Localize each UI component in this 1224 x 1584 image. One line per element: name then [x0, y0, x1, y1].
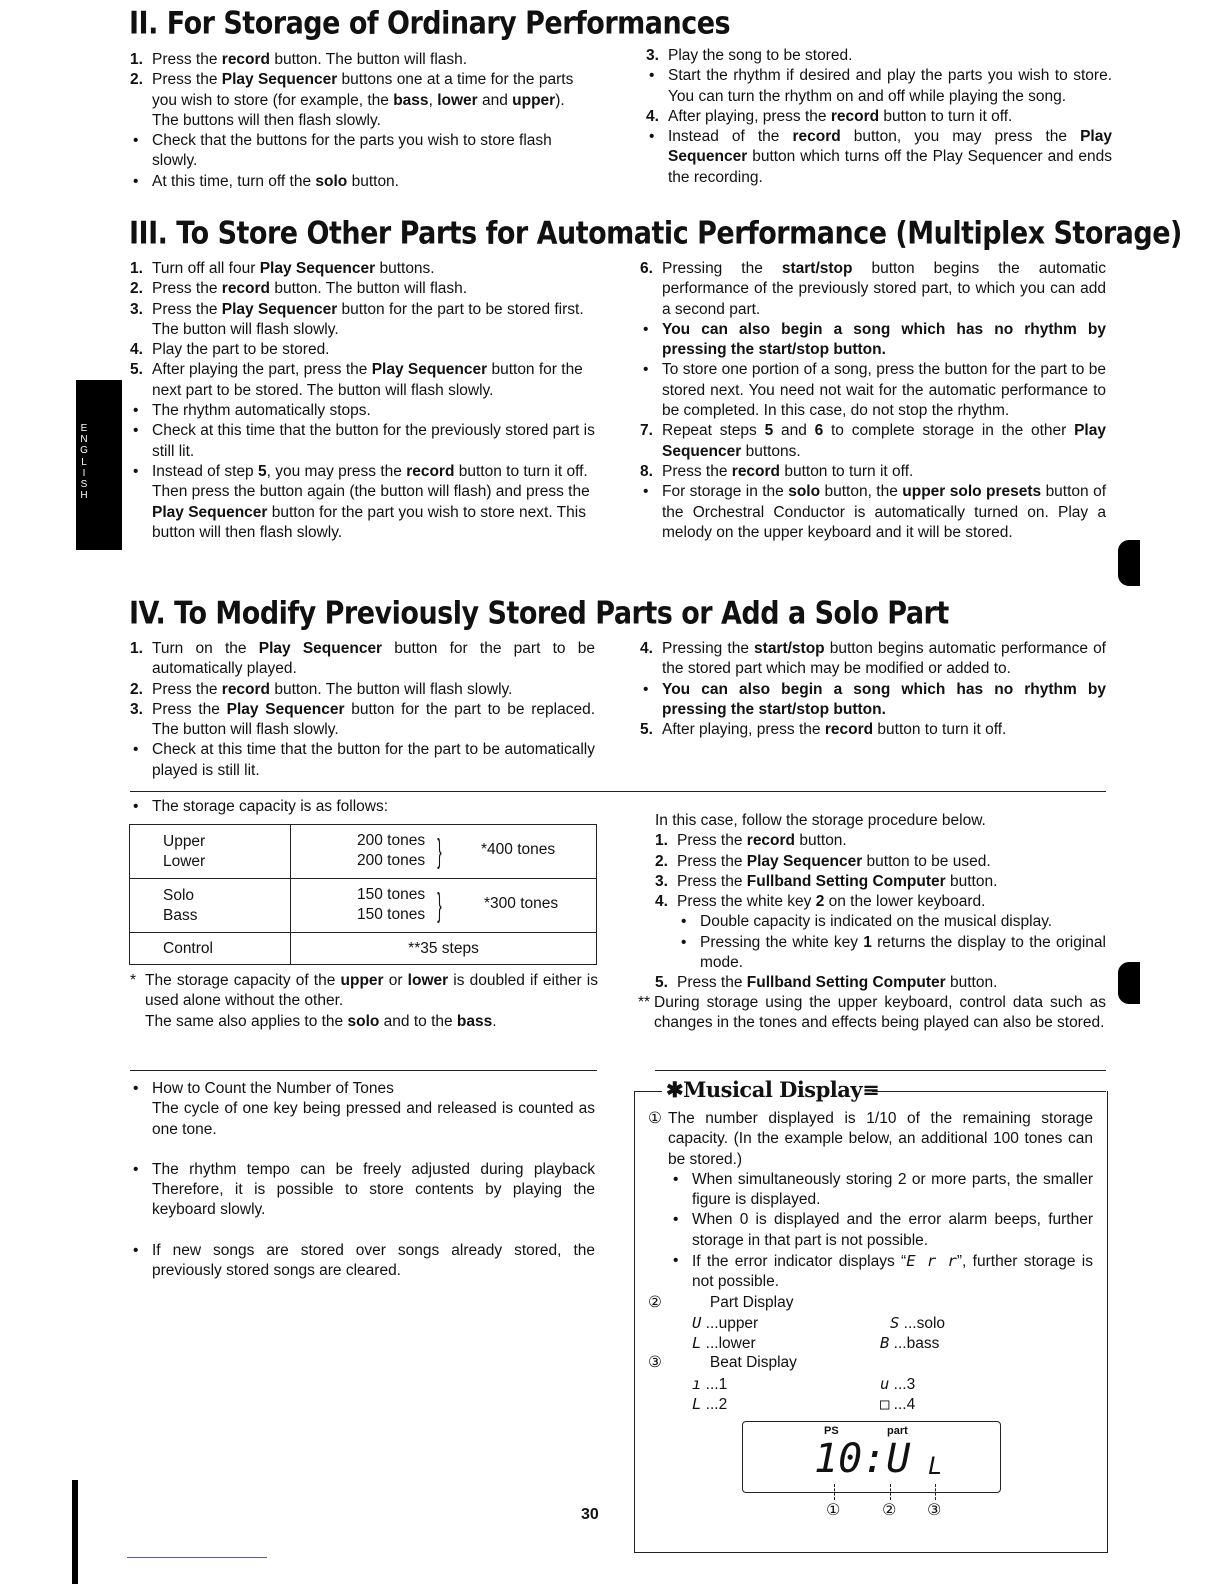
page-edge-marker-top [1118, 540, 1140, 586]
list-item: 7. Repeat steps 5 and 6 to complete storage in the other Play Sequencer buttons. [640, 422, 1106, 460]
list-item: 1. Press the record button. [655, 832, 847, 850]
list-item: • When simultaneously storing 2 or more parts, the smaller figure is displayed. [673, 1170, 1093, 1209]
section3-heading: III. To Store Other Parts for Automatic Performance (Multiplex Storage) [129, 216, 1182, 252]
callout-line-2 [890, 1484, 891, 1500]
list-item: 4. Press the white key 2 on the lower keyboard. [655, 893, 986, 911]
bottom-margin-rule [127, 1557, 267, 1558]
page-number: 30 [581, 1506, 599, 1523]
circled-2: ② [648, 1294, 662, 1311]
list-item: • Check at this time that the button for the part to be automatically played is still lit. [133, 741, 595, 779]
circled-3: ③ [648, 1354, 662, 1372]
musical-display-content: ① The number displayed is 1/10 of the remaining storage capacity. (In the example below, an additional 100 tones can be stored.) • When simultaneously storing 2 or more parts, the smaller figure is displayed. • When 0 is displayed and the error alarm beeps, further storage in that part is not possible. • If the error indicator displays “E r r”, further storage is not possible. [648, 1109, 1093, 1293]
table-total: *400 tones [481, 841, 556, 858]
list-item: • When 0 is displayed and the error alarm beeps, further storage in that part is not possible. [673, 1211, 1093, 1249]
list-item: • You can also begin a song which has no rhythm by pressing the start/stop button. [643, 320, 1106, 359]
section-divider-1 [130, 791, 1106, 792]
lcd-beat: L [928, 1452, 943, 1480]
table-total: *300 tones [484, 895, 559, 912]
table-cell-parts: Upper Lower [130, 825, 291, 879]
callout-3: ③ [927, 1502, 942, 1519]
musical-display-title: ✱Musical Display≡ [666, 1077, 878, 1102]
section-divider-3 [655, 1070, 1106, 1071]
list-item: • Start the rhythm if desired and play the parts you wish to store. You can turn the rhythm on and off while playing the song. [649, 67, 1112, 105]
double-capacity-procedure [655, 811, 1106, 994]
list-item: 2. Press the Play Sequencer button to be used. [655, 852, 991, 870]
section2-right-column [646, 46, 1112, 188]
lcd-part-label: part [887, 1425, 908, 1437]
table-cell-parts: Control [130, 933, 291, 965]
double-intro: In this case, follow the storage procedure below. [655, 812, 986, 829]
list-item: • To store one portion of a song, press the button for the part to be stored next. You need not wait for the automatic performance to be completed. In this case, do not stop the rhythm. [643, 361, 1106, 420]
list-item: 2. Press the Play Sequencer buttons one at a time for the parts you wish to store (for example, the bass, lower and upper). The buttons will then flash slowly. [130, 71, 574, 129]
list-item: • The rhythm tempo can be freely adjusted during playback Therefore, it is possible to store contents by playing the keyboard slowly. [133, 1160, 595, 1219]
list-item: 1. Turn off all four Play Sequencer buttons. [130, 260, 435, 277]
section-divider-2 [130, 1070, 597, 1071]
section4-left-column [130, 639, 595, 781]
callout-line-3 [935, 1484, 936, 1500]
title-ornament: ✱ [666, 1077, 684, 1102]
section2-heading: II. For Storage of Ordinary Performances [129, 6, 731, 42]
lcd-ps-label: PS [824, 1425, 839, 1437]
list-item: 5. After playing, press the record button to turn it off. [640, 721, 1007, 739]
table-row [130, 933, 597, 965]
table-cell-tones: 150 tones 150 tones } *300 tones [291, 879, 597, 933]
list-item: • Double capacity is indicated on the musical display. [681, 913, 1053, 931]
list-item: 1. Turn on the Play Sequencer button for the part to be automatically played. [130, 640, 595, 678]
list-item: 1. Press the record button. The button will flash. [130, 51, 468, 68]
page-edge-marker-bottom [1118, 962, 1140, 1004]
callout-line-1 [834, 1484, 835, 1500]
list-item: 3. Play the song to be stored. [646, 47, 853, 64]
list-item: 8. Press the record button to turn it off. [640, 462, 914, 480]
list-item: 6. Pressing the start/stop button begins the automatic performance of the previously stored part, to which you can add a second part. [640, 260, 1106, 318]
capacity-note: * The storage capacity of the upper or lower is doubled if either is used alone without the other. The same also applies to the solo and to the bass. [130, 972, 598, 1030]
section4-heading: IV. To Modify Previously Stored Parts or Add a Solo Part [129, 596, 949, 632]
list-item: 4. Play the part to be stored. [130, 341, 330, 359]
section3-right-column [640, 259, 1106, 543]
musical-display-top-rule-left [634, 1091, 662, 1092]
list-item: 3. Press the Play Sequencer button for the part to be stored first. The button will flash slowly. [130, 300, 584, 338]
table-row [130, 879, 597, 933]
list-item: • Instead of step 5, you may press the record button to turn it off. Then press the button again (the button will flash) and press the Play Sequencer button for the part you wish to store next. This button will then flash slowly. [133, 462, 590, 541]
list-item: 5. Press the Fullband Setting Computer button. [655, 974, 998, 992]
lcd-readout: 10:U [814, 1436, 911, 1482]
list-item: • The rhythm automatically stops. [133, 402, 371, 420]
list-item: • If the error indicator displays “E r r”, further storage is not possible. [673, 1252, 1093, 1291]
capacity-table [129, 824, 597, 965]
list-item: • Instead of the record button, you may press the Play Sequencer button which turns off the Play Sequencer and ends the recording. [649, 128, 1112, 186]
list-item: • Pressing the white key 1 returns the display to the original mode. [681, 933, 1106, 972]
side-tab-label: E N G L I S H [80, 423, 88, 502]
double-note [638, 993, 1106, 1034]
list-item: • Check that the buttons for the parts you wish to store flash slowly. [133, 132, 552, 170]
callout-1: ① [826, 1502, 841, 1519]
table-cell-parts: Solo Bass [130, 879, 291, 933]
list-item: 5. After playing the part, press the Play Sequencer button for the next part to be stored. The button will flash slowly. [130, 361, 583, 399]
list-item: 4. After playing, press the record button to turn it off. [646, 107, 1013, 125]
table-cell-value: **35 steps [291, 933, 597, 965]
list-item: • At this time, turn off the solo button. [133, 172, 399, 190]
page-corner-mark [72, 1480, 78, 1584]
list-item: 3. Press the Fullband Setting Computer button. [655, 872, 998, 890]
bottom-notes [130, 1079, 595, 1281]
list-item: 3. Press the Play Sequencer button for the part to be replaced. The button will flash slowly. [130, 700, 596, 739]
capacity-intro: • The storage capacity is as follows: [133, 798, 389, 815]
list-item: • If new songs are stored over songs already stored, the previously stored songs are cleared. [133, 1241, 595, 1280]
musical-display-top-rule-right [872, 1091, 1106, 1092]
callout-2: ② [882, 1502, 897, 1519]
table-row [130, 825, 597, 879]
list-item: • For storage in the solo button, the upper solo presets button of the Orchestral Conductor is automatically turned on. Play a melody on the upper keyboard and it will be stored. [643, 483, 1106, 541]
list-item: • How to Count the Number of Tones The cycle of one key being pressed and released is counted as one tone. [133, 1080, 595, 1138]
part-display: ② Part Display U ...upper S ...solo L ...lower B ...bass ③ Beat Display ı ...1 u ...3 L ...2 □ ...4 [648, 1294, 946, 1413]
list-item: 2. Press the record button. The button will flash slowly. [130, 680, 513, 698]
section2-left-column [130, 50, 595, 192]
table-cell-tones: 200 tones 200 tones } *400 tones [291, 825, 597, 879]
section3-left-column [130, 259, 595, 543]
list-item: 2. Press the record button. The button will flash. [130, 280, 468, 298]
list-item: ** During storage using the upper keyboard, control data such as changes in the tones and effects being played can also be stored. [638, 994, 1106, 1032]
list-item: 4. Pressing the start/stop button begins automatic performance of the stored part which may be modified or added to. [640, 640, 1106, 678]
section4-right-column [640, 639, 1106, 740]
list-item: • You can also begin a song which has no rhythm by pressing the start/stop button. [643, 680, 1106, 718]
list-item: • Check at this time that the button for the previously stored part is still lit. [133, 422, 595, 460]
